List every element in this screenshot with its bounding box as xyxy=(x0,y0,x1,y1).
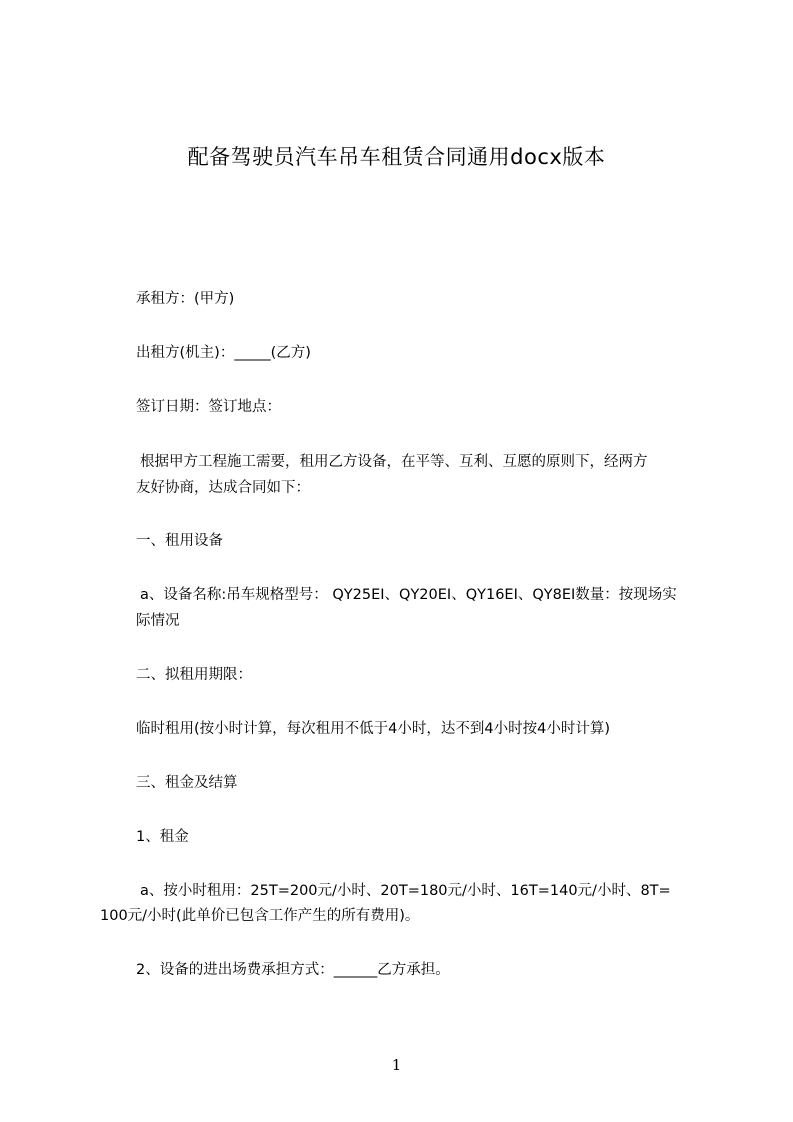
sign-date-place-line: 签订日期：签订地点： xyxy=(136,399,281,415)
document-title: 配备驾驶员汽车吊车租赁合同通用docx版本 xyxy=(187,145,606,169)
transport-fee-line: 2、设备的进出场费承担方式：______乙方承担。 xyxy=(136,962,450,978)
page-number: 1 xyxy=(391,1056,402,1074)
equipment-spec-line-1: a、设备名称:吊车规格型号： QY25EI、QY20EI、QY16EI、QY8EI数量：按现场实 xyxy=(140,587,677,603)
hourly-rate-line-2: 100元/小时(此单价已包含工作产生的所有费用)。 xyxy=(100,908,420,924)
section-heading-rent: 三、租金及结算 xyxy=(136,775,238,791)
section-heading-equipment: 一、租用设备 xyxy=(136,533,223,549)
term-detail: 临时租用(按小时计算，每次租用不低于4小时，达不到4小时按4小时计算) xyxy=(136,721,610,737)
lessee-line: 承租方：(甲方) xyxy=(136,291,235,307)
equipment-spec-line-2: 际情况 xyxy=(136,613,180,629)
rent-subheading: 1、租金 xyxy=(136,829,189,845)
lessor-line: 出租方(机主)：_____(乙方) xyxy=(136,345,311,361)
section-heading-term: 二、拟租用期限： xyxy=(136,667,252,683)
intro-paragraph-line-2: 友好协商，达成合同如下： xyxy=(136,480,310,496)
hourly-rate-line-1: a、按小时租用：25T=200元/小时、20T=180元/小时、16T=140元/小时、8T= xyxy=(140,883,671,899)
intro-paragraph-line-1: 根据甲方工程施工需要，租用乙方设备，在平等、互利、互愿的原则下，经两方 xyxy=(140,454,648,470)
